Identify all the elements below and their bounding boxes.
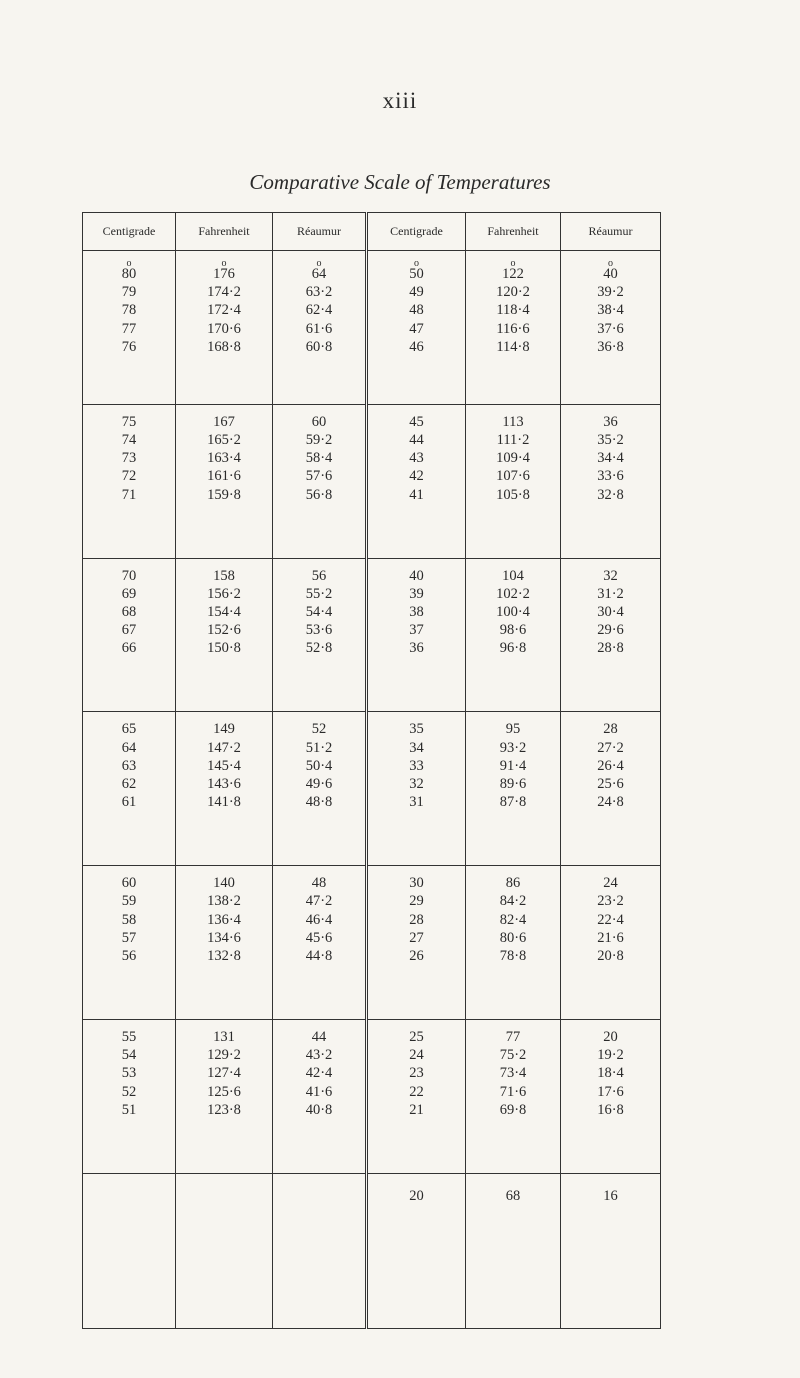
table-value: 52 <box>121 1083 137 1100</box>
table-value: 58·4 <box>305 450 333 467</box>
table-value: 51 <box>121 1101 137 1118</box>
table-value: 84·2 <box>499 893 527 910</box>
table-value: 47 <box>409 320 424 337</box>
table-value: 26 <box>409 948 424 964</box>
cell-centigrade-right <box>367 1173 466 1328</box>
cell-centigrade-right <box>367 1019 466 1173</box>
page-number: xiii <box>382 88 418 113</box>
table-value: 69 <box>121 585 137 602</box>
cell-reaumur-right <box>561 1173 661 1328</box>
degree-mark: o <box>316 258 322 269</box>
table-value: 61·6 <box>305 320 333 337</box>
header-centigrade-right: Centigrade <box>367 213 466 251</box>
table-value: 72 <box>121 468 137 485</box>
table-value: 109·4 <box>496 450 530 467</box>
table-value: 125·6 <box>207 1083 241 1100</box>
cell-reaumur-left <box>273 404 367 558</box>
cell-fahrenheit-left <box>176 404 273 558</box>
table-value: 77 <box>505 1028 521 1045</box>
table-value: 127·4 <box>207 1065 241 1082</box>
table-value: 62·4 <box>305 302 333 319</box>
table-value: 134·6 <box>207 929 241 946</box>
table-value: 36 <box>603 413 618 430</box>
table-value: 52·8 <box>305 640 333 657</box>
table-value: 145·4 <box>207 757 241 774</box>
table-value: 43 <box>409 450 424 467</box>
cell-fahrenheit-left <box>176 712 273 866</box>
table-value: 68 <box>505 1187 521 1204</box>
table-value: 25 <box>409 1028 424 1045</box>
table-value: 159·8 <box>207 486 241 503</box>
table-value: 48 <box>311 875 327 892</box>
degree-mark: o <box>414 258 419 269</box>
cell-fahrenheit-right <box>466 1173 561 1328</box>
table-value: 44·8 <box>305 948 333 964</box>
table-value: 35·2 <box>597 432 624 448</box>
cell-reaumur-right <box>561 404 661 558</box>
table-value: 26·4 <box>597 757 624 774</box>
table-row-final <box>83 1173 661 1328</box>
table-value: 114·8 <box>496 338 530 355</box>
cell-centigrade-right <box>367 558 466 712</box>
table-value: 87·8 <box>499 794 527 811</box>
table-value: 77 <box>121 320 137 337</box>
cell-fahrenheit-right <box>466 1019 561 1173</box>
header-reaumur-right: Réaumur <box>561 213 661 251</box>
table-value: 33·6 <box>597 468 624 485</box>
degree-mark: o <box>126 258 132 269</box>
page-title: Comparative Scale of Temperatures <box>249 170 551 194</box>
header-centigrade-left: Centigrade <box>83 213 176 251</box>
table-value: 136·4 <box>207 911 241 928</box>
table-value: 69·8 <box>499 1101 527 1118</box>
cell-fahrenheit-left <box>176 251 273 405</box>
table-value: 71·6 <box>499 1083 527 1100</box>
table-value: 64 <box>311 266 327 282</box>
table-value: 27·2 <box>597 739 624 756</box>
cell-fahrenheit-right <box>466 251 561 405</box>
table-value: 158 <box>213 567 235 584</box>
table-value: 39 <box>409 585 424 602</box>
table-value: 50·4 <box>305 757 333 774</box>
degree-mark: o <box>510 258 516 269</box>
table-value: 23·2 <box>597 893 624 910</box>
table-value: 63 <box>121 757 137 774</box>
cell-reaumur-right <box>561 1019 661 1173</box>
table-value: 102·2 <box>496 585 530 602</box>
table-value: 32 <box>409 776 424 792</box>
cell-centigrade-left <box>83 251 176 405</box>
table-value: 18·4 <box>597 1065 624 1082</box>
table-value: 122 <box>502 266 524 282</box>
table-value: 80 <box>121 266 137 282</box>
table-row-group <box>83 558 661 712</box>
table-value: 21 <box>409 1101 424 1118</box>
cell-fahrenheit-left <box>176 1173 273 1328</box>
table-value: 86 <box>505 875 521 892</box>
table-value: 25·6 <box>597 776 624 792</box>
table-value: 43·2 <box>305 1047 333 1064</box>
table-value: 51·2 <box>305 739 333 756</box>
table-value: 58 <box>121 911 137 928</box>
table-value: 32 <box>603 567 618 584</box>
table-value: 19·2 <box>597 1047 624 1064</box>
cell-centigrade-left <box>83 558 176 712</box>
table-value: 17·6 <box>597 1083 624 1100</box>
table-value: 28 <box>603 721 618 738</box>
table-value: 59·2 <box>305 432 333 448</box>
table-value: 36 <box>409 640 424 657</box>
table-value: 62 <box>121 776 137 792</box>
cell-centigrade-left <box>83 866 176 1020</box>
table-value: 52 <box>311 721 327 738</box>
table-value: 79 <box>121 284 137 301</box>
table-value: 70 <box>121 567 137 584</box>
table-value: 91·4 <box>499 757 527 774</box>
table-value: 89·6 <box>499 776 527 792</box>
table-value: 24 <box>603 875 618 892</box>
table-value: 96·8 <box>499 640 527 657</box>
cell-fahrenheit-right <box>466 558 561 712</box>
table-value: 59 <box>121 893 137 910</box>
table-value: 120·2 <box>496 284 530 301</box>
table-value: 65 <box>121 721 137 738</box>
table-value: 37·6 <box>597 320 624 337</box>
table-value: 60 <box>121 875 137 892</box>
table-value: 49·6 <box>305 776 333 792</box>
table-value: 41 <box>409 486 424 503</box>
table-value: 45 <box>409 413 424 430</box>
table-value: 27 <box>409 929 424 946</box>
cell-fahrenheit-right <box>466 866 561 1020</box>
table-value: 93·2 <box>499 739 527 756</box>
table-value: 33 <box>409 757 424 774</box>
table-value: 140 <box>213 875 235 892</box>
table-value: 35 <box>409 721 424 738</box>
cell-fahrenheit-right <box>466 712 561 866</box>
table-value: 168·8 <box>207 338 241 355</box>
table-value: 165·2 <box>207 432 241 448</box>
table-value: 47·2 <box>305 893 333 910</box>
table-value: 118·4 <box>496 302 530 319</box>
table-value: 64 <box>121 739 137 756</box>
table-value: 36·8 <box>597 338 624 355</box>
table-value: 123·8 <box>207 1101 241 1118</box>
table-value: 131 <box>213 1028 235 1045</box>
table-value: 75 <box>121 413 137 430</box>
cell-reaumur-left <box>273 1019 367 1173</box>
table-value: 141·8 <box>207 794 241 811</box>
table-value: 38·4 <box>597 302 624 319</box>
table-value: 16 <box>603 1187 618 1204</box>
cell-reaumur-right <box>561 558 661 712</box>
table-value: 48·8 <box>305 794 333 811</box>
table-value: 68 <box>121 604 137 620</box>
table-value: 53 <box>121 1065 137 1082</box>
table-value: 24·8 <box>597 794 624 811</box>
table-value: 32·8 <box>597 486 624 503</box>
table-value: 56·8 <box>305 486 333 503</box>
table-value: 37 <box>409 622 424 639</box>
cell-centigrade-left <box>83 1173 176 1328</box>
table-value: 111·2 <box>496 432 530 448</box>
header-reaumur-left: Réaumur <box>273 213 367 251</box>
table-value: 31 <box>409 794 424 811</box>
table-value: 82·4 <box>499 911 527 928</box>
table-value: 22·4 <box>597 911 624 928</box>
table-value: 73·4 <box>499 1065 527 1082</box>
table-value: 71 <box>121 486 137 503</box>
table-value: 61 <box>121 794 137 811</box>
table-value: 176 <box>213 266 235 282</box>
table-value: 113 <box>502 413 524 430</box>
table-value: 40 <box>409 567 424 584</box>
table-row-group <box>83 866 661 1020</box>
table-row-group <box>83 251 661 405</box>
table-value: 42·4 <box>305 1065 333 1082</box>
table-value: 20 <box>409 1187 424 1204</box>
cell-centigrade-right <box>367 404 466 558</box>
table-value: 29 <box>409 893 424 910</box>
table-value: 56 <box>311 567 327 584</box>
table-value: 31·2 <box>597 585 624 602</box>
header-fahrenheit-left: Fahrenheit <box>176 213 273 251</box>
table-value: 63·2 <box>305 284 333 301</box>
table-value: 53·6 <box>305 622 333 639</box>
table-value: 38 <box>409 604 424 620</box>
table-value: 105·8 <box>496 486 530 503</box>
table-value: 24 <box>409 1047 424 1064</box>
table-value: 129·2 <box>207 1047 241 1064</box>
table-value: 100·4 <box>496 604 530 620</box>
cell-reaumur-left <box>273 866 367 1020</box>
table-value: 40 <box>603 266 618 282</box>
table-value: 16·8 <box>597 1101 624 1118</box>
cell-reaumur-left <box>273 712 367 866</box>
table-value: 78 <box>121 302 137 319</box>
table-row-group <box>83 712 661 866</box>
cell-centigrade-right <box>367 712 466 866</box>
table-value: 74 <box>121 432 137 448</box>
table-value: 46 <box>409 338 424 355</box>
cell-fahrenheit-left <box>176 1019 273 1173</box>
table-value: 30·4 <box>597 604 624 620</box>
table-value: 41·6 <box>305 1083 333 1100</box>
table-value: 78·8 <box>499 948 527 964</box>
table-value: 147·2 <box>207 739 241 756</box>
table-value: 34 <box>409 739 424 756</box>
table-value: 154·4 <box>207 604 241 620</box>
cell-reaumur-left <box>273 251 367 405</box>
table-value: 40·8 <box>305 1101 333 1118</box>
table-value: 34·4 <box>597 450 624 467</box>
table-value: 163·4 <box>207 450 241 467</box>
table-value: 28 <box>409 911 424 928</box>
table-value: 149 <box>213 721 235 738</box>
table-value: 67 <box>121 622 137 639</box>
table-value: 29·6 <box>597 622 624 639</box>
table-row-group <box>83 404 661 558</box>
table-value: 167 <box>213 413 235 430</box>
table-value: 73 <box>121 450 137 467</box>
table-value: 60 <box>311 413 327 430</box>
table-value: 42 <box>409 468 424 485</box>
table-value: 39·2 <box>597 284 624 301</box>
table-value: 76 <box>121 338 137 355</box>
table-value: 150·8 <box>207 640 241 657</box>
cell-centigrade-left <box>83 712 176 866</box>
table-value: 54·4 <box>305 604 333 620</box>
cell-fahrenheit-right <box>466 404 561 558</box>
table-value: 66 <box>121 640 137 657</box>
table-value: 45·6 <box>305 929 333 946</box>
table-value: 172·4 <box>207 302 241 319</box>
table-value: 57·6 <box>305 468 333 485</box>
table-value: 75·2 <box>499 1047 527 1064</box>
table-value: 50 <box>409 266 424 282</box>
table-value: 48 <box>409 302 424 319</box>
cell-reaumur-right <box>561 251 661 405</box>
table-value: 22 <box>409 1083 424 1100</box>
table-value: 161·6 <box>207 468 241 485</box>
table-value: 95 <box>505 721 521 738</box>
table-value: 44 <box>311 1028 327 1045</box>
table-value: 156·2 <box>207 585 241 602</box>
degree-mark: o <box>221 258 227 269</box>
table-value: 28·8 <box>597 640 624 657</box>
table-value: 54 <box>121 1047 137 1064</box>
table-value: 80·6 <box>499 929 527 946</box>
cell-reaumur-right <box>561 712 661 866</box>
table-value: 46·4 <box>305 911 333 928</box>
table-value: 98·6 <box>499 622 527 639</box>
table-value: 56 <box>121 948 137 964</box>
cell-fahrenheit-left <box>176 558 273 712</box>
table-value: 107·6 <box>496 468 530 485</box>
table-value: 57 <box>121 929 137 946</box>
cell-reaumur-left <box>273 558 367 712</box>
table-value: 132·8 <box>207 948 241 964</box>
cell-reaumur-right <box>561 866 661 1020</box>
cell-centigrade-right <box>367 866 466 1020</box>
table-value: 30 <box>409 875 424 892</box>
table-value: 55·2 <box>305 585 333 602</box>
table-value: 116·6 <box>496 320 530 337</box>
cell-centigrade-left <box>83 404 176 558</box>
table-value: 174·2 <box>207 284 241 301</box>
table-header-row <box>83 213 661 251</box>
table-value: 20 <box>603 1028 618 1045</box>
table-value: 104 <box>502 567 524 584</box>
table-value: 55 <box>121 1028 137 1045</box>
table-value: 20·8 <box>597 948 624 964</box>
table-value: 44 <box>409 432 424 448</box>
table-value: 21·6 <box>597 929 624 946</box>
cell-centigrade-right <box>367 251 466 405</box>
cell-fahrenheit-left <box>176 866 273 1020</box>
cell-reaumur-left <box>273 1173 367 1328</box>
table-value: 138·2 <box>207 893 241 910</box>
table-value: 23 <box>409 1065 424 1082</box>
header-fahrenheit-right: Fahrenheit <box>466 213 561 251</box>
table-row-group <box>83 1019 661 1173</box>
table-value: 143·6 <box>207 776 241 792</box>
table-value: 49 <box>409 284 424 301</box>
degree-mark: o <box>608 258 613 269</box>
table-value: 170·6 <box>207 320 241 337</box>
cell-centigrade-left <box>83 1019 176 1173</box>
table-value: 60·8 <box>305 338 333 355</box>
table-value: 152·6 <box>207 622 241 639</box>
temperature-table <box>82 212 661 1329</box>
